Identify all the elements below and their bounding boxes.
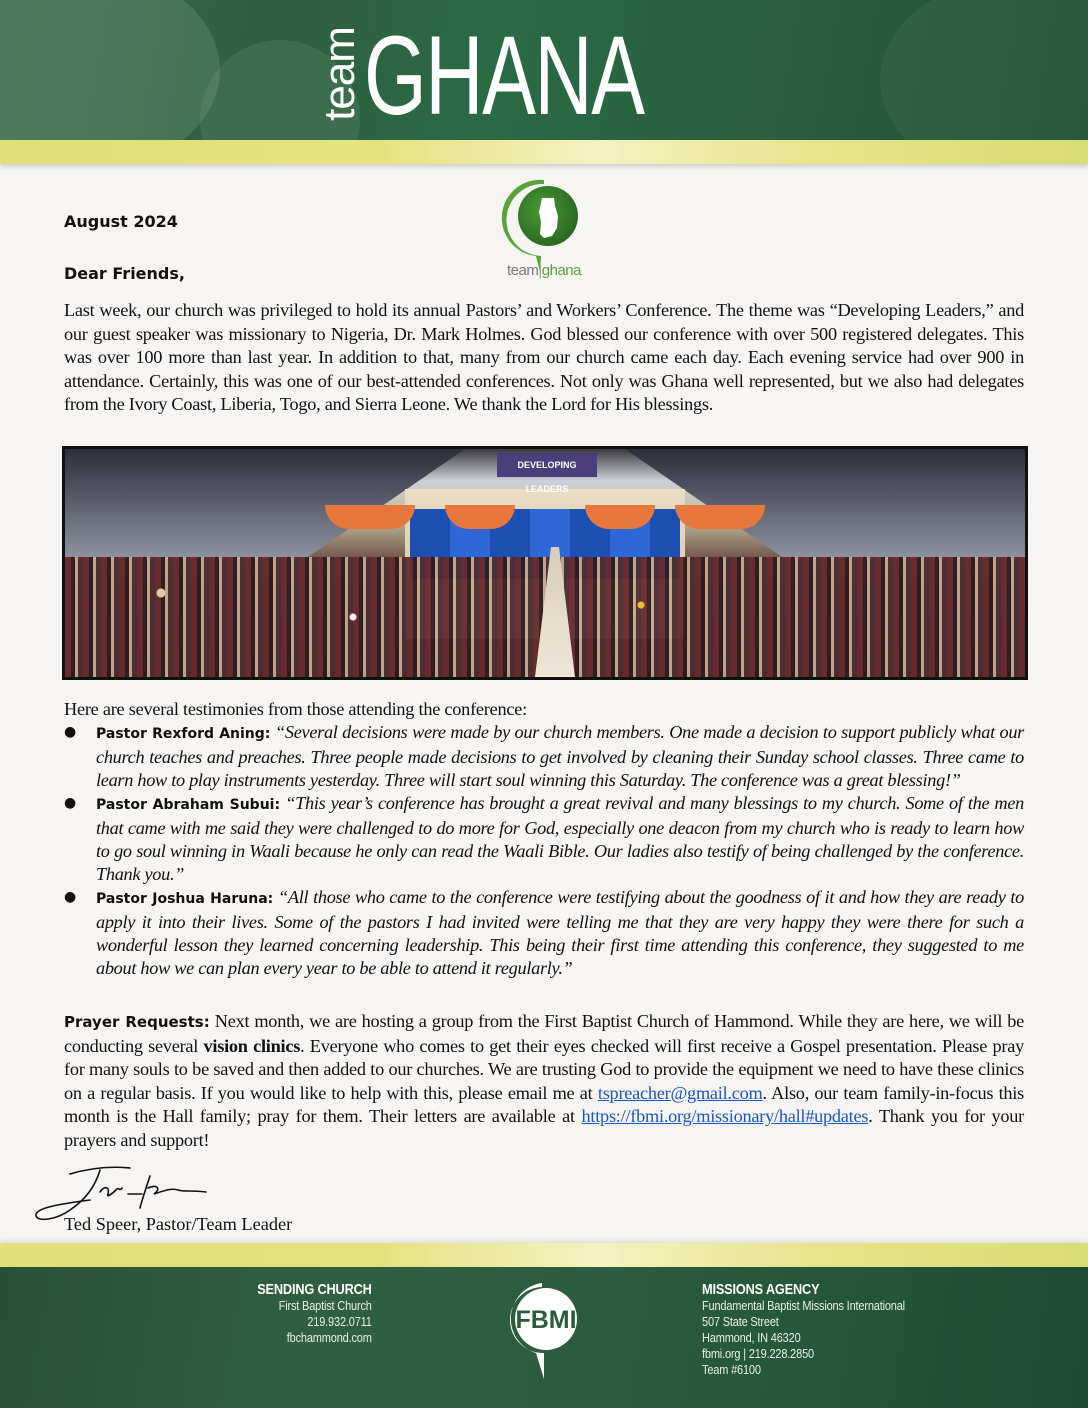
sending-church-block bbox=[237, 1281, 372, 1346]
missions-agency-name: Fundamental Baptist Missions International bbox=[702, 1299, 905, 1313]
bullet-icon: ● bbox=[64, 795, 76, 811]
missions-agency-block bbox=[702, 1281, 933, 1378]
missions-agency-street: 507 State Street bbox=[702, 1315, 779, 1329]
prayer-text: . Everyone who comes to get their eyes checked will first receive a Gospel presentation. Please pray for many souls to be saved and then added to our churches. We are trusting God to provide the equipment we need to have these clinics on a regular basis. If you would like to help with this, please email me at bbox=[64, 1035, 1025, 1103]
orange-drape bbox=[675, 505, 765, 529]
team-ghana-logo-text: team|ghana bbox=[507, 262, 581, 279]
bullet-icon: ● bbox=[64, 724, 76, 740]
signer-name: Ted Speer, Pastor/Team Leader bbox=[64, 1214, 293, 1234]
prayer-text: . Thank you for your prayers and support! bbox=[64, 1106, 1024, 1150]
updates-link[interactable]: https://fbmi.org/missionary/hall#updates bbox=[581, 1106, 869, 1126]
prayer-text: . Also, our team family-in-focus this month is the Hall family; pray for them. Their letters are available at bbox=[64, 1082, 1025, 1126]
sending-church-website: fbchammond.com bbox=[287, 1331, 372, 1345]
header-banner bbox=[0, 0, 1088, 140]
testimony-author: Pastor Rexford Aning: bbox=[96, 726, 271, 742]
testimony-item bbox=[64, 721, 1024, 792]
missions-agency-contact: fbmi.org | 219.228.2850 bbox=[702, 1347, 814, 1361]
stage-banner: DEVELOPING LEADERS bbox=[497, 453, 597, 477]
missions-agency-heading: MISSIONS AGENCY bbox=[702, 1281, 820, 1298]
testimony-author: Pastor Joshua Haruna: bbox=[96, 891, 274, 907]
testimony-item bbox=[64, 792, 1024, 886]
letter-date: August 2024 bbox=[64, 212, 178, 231]
background-foliage bbox=[880, 0, 1088, 140]
footer-accent-band bbox=[0, 1243, 1088, 1267]
prayer-text: Next month, we are hosting a group from the First Baptist Church of Hammond. While they are here, we will be conducting several bbox=[64, 1011, 1024, 1056]
masthead-title bbox=[315, 8, 752, 138]
testimonies-list bbox=[64, 721, 1024, 980]
footer bbox=[0, 1267, 1088, 1408]
fbmi-logo-text: FBMI bbox=[515, 1306, 577, 1334]
prayer-requests-label: Prayer Requests: bbox=[64, 1013, 210, 1031]
masthead-team-word: team bbox=[315, 27, 364, 121]
masthead-ghana-word: GHANA bbox=[364, 13, 644, 138]
conference-photo bbox=[62, 446, 1028, 680]
testimony-quote: “This year’s conference has brought a great revival and many blessings to my church. Some of the men that came with me said they were challenged to do more for God, especially one deacon from my church who is ready to learn how to go soul winning in Waali because he only can read the Waali Bible. Our ladies also testify of being challenged by the conference. Thank you.” bbox=[96, 793, 1024, 884]
intro-paragraph: Last week, our church was privileged to hold its annual Pastors’ and Workers’ Conference. The theme was “Developing Leaders,” and our guest speaker was missionary to Nigeria, Dr. Mark Holmes. God blessed our conference with over 500 registered delegates. This was over 100 more than last year. In addition to that, many from our church came each day. Each evening service had over 900 in attendance. Certainly, this was one of our best-attended conferences. Not only was Ghana well represented, but we also had delegates from the Ivory Coast, Liberia, Togo, and Sierra Leone. We thank the Lord for His blessings. bbox=[64, 300, 1024, 414]
missions-agency-city: Hammond, IN 46320 bbox=[702, 1331, 801, 1345]
sending-church-heading: SENDING CHURCH bbox=[257, 1281, 372, 1298]
email-link[interactable]: tspreacher@gmail.com bbox=[597, 1082, 763, 1103]
background-foliage bbox=[0, 0, 220, 140]
missions-agency-team: Team #6100 bbox=[702, 1363, 761, 1377]
vision-clinics-emphasis: vision clinics bbox=[203, 1035, 301, 1056]
testimony-quote: “All those who came to the conference were testifying about the goodness of it and how they are ready to apply it into their lives. Some of the pastors I had invited were telling me that they are very happy they were there for such a wonderful lesson they learned concerning leadership. This being their first time attending this conference, they suggested to me about how we can plan every year to be able to attend it regularly.” bbox=[96, 887, 1024, 978]
header-accent-band bbox=[0, 140, 1088, 164]
testimony-author: Pastor Abraham Subui: bbox=[96, 797, 281, 813]
testimonies-intro: Here are several testimonies from those attending the conference: bbox=[64, 699, 527, 719]
roof-truss bbox=[625, 449, 1025, 559]
testimony-item bbox=[64, 886, 1024, 980]
prayer-requests-paragraph bbox=[64, 1010, 1024, 1152]
letter-greeting: Dear Friends, bbox=[64, 264, 185, 283]
sending-church-line: First Baptist Church bbox=[278, 1299, 372, 1313]
sending-church-phone: 219.932.0711 bbox=[307, 1315, 372, 1329]
orange-drape bbox=[325, 505, 415, 529]
testimony-quote: “Several decisions were made by our church members. One made a decision to support publicly what our church teaches and preaches. Three people made decisions to get involved by cleaning their Sunday school classes. Three came to learn how to play instruments yesterday. Three will start soul winning this Saturday. The conference was a great blessing!” bbox=[96, 722, 1024, 790]
fbmi-logo-icon bbox=[502, 1275, 586, 1387]
bullet-icon: ● bbox=[64, 889, 76, 905]
